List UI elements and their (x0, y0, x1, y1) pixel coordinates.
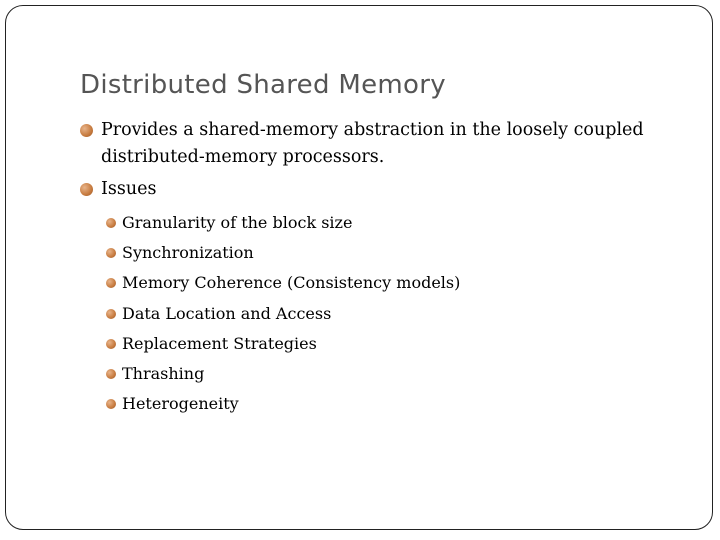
sub-bullet-item (80, 359, 680, 389)
sub-bullet-item (80, 389, 680, 419)
sub-bullet-item (80, 268, 680, 298)
sub-bullet-item (80, 238, 680, 268)
sub-bullet-list (80, 208, 680, 419)
sub-bullet-icon (106, 339, 116, 349)
bullet-list (80, 117, 680, 419)
sub-bullet-item (80, 299, 680, 329)
sub-bullet-item (80, 329, 680, 359)
sub-bullet-icon (106, 278, 116, 288)
sub-bullet-item (80, 208, 680, 238)
bullet-text: Issues (101, 179, 157, 199)
bullet-icon (80, 124, 93, 137)
sub-bullet-text: Thrashing (122, 364, 205, 384)
sub-bullet-text: Memory Coherence (Consistency models) (122, 273, 461, 293)
sub-bullet-text: Replacement Strategies (122, 333, 317, 353)
sub-bullet-icon (106, 399, 116, 409)
sub-bullet-text: Data Location and Access (122, 303, 332, 323)
sub-bullet-text: Heterogeneity (122, 394, 239, 414)
bullet-text: Provides a shared-memory abstraction in the loosely coupled distributed-memory processors. (101, 120, 644, 167)
sub-bullet-text: Granularity of the block size (122, 213, 353, 232)
bullet-icon (80, 183, 93, 196)
sub-bullet-icon (106, 309, 116, 319)
sub-bullet-text: Synchronization (122, 243, 254, 263)
bullet-item (80, 176, 680, 203)
sub-bullet-icon (106, 218, 116, 228)
sub-bullet-icon (106, 248, 116, 258)
sub-bullet-icon (106, 369, 116, 379)
slide-title: Distributed Shared Memory (80, 70, 446, 100)
bullet-item (80, 117, 680, 171)
